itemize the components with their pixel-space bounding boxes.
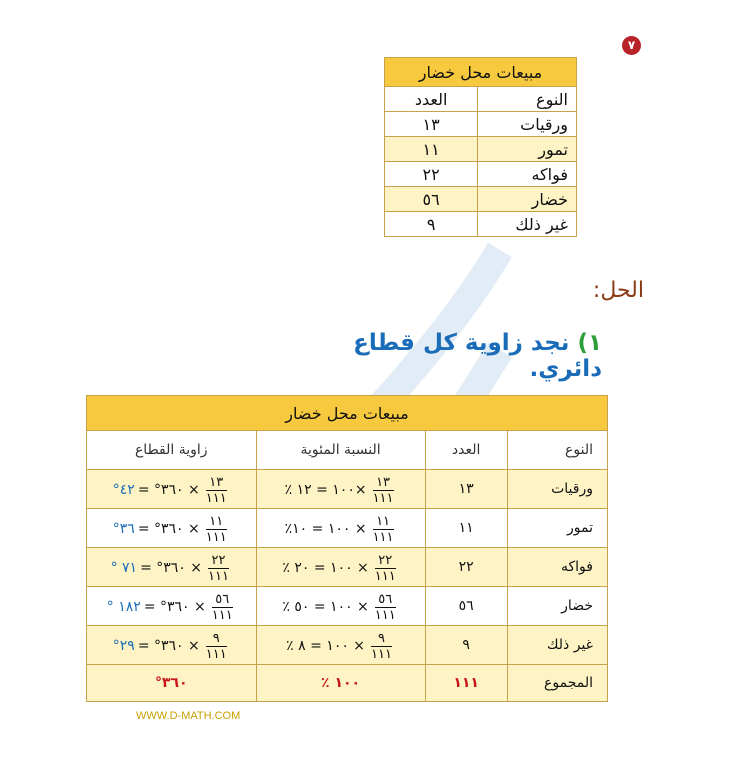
angle-operator: × ٣٦٠° =	[137, 482, 200, 498]
angle-result: ٧١ °	[110, 560, 138, 576]
fraction	[206, 476, 227, 505]
row-type: غير ذلك	[478, 212, 577, 237]
percent-expression	[256, 470, 425, 509]
row-type: فواكه	[478, 162, 577, 187]
denominator: ١١١	[205, 646, 227, 662]
angle-operator: × ٣٦٠° =	[143, 599, 206, 615]
total-label: المجموع	[507, 665, 607, 702]
angle-result: ٢٩°	[112, 638, 135, 654]
denominator: ١١١	[374, 568, 396, 584]
row-type: ورقيات	[478, 112, 577, 137]
step-text: نجد زاوية كل قطاع دائري.	[353, 330, 602, 382]
denominator: ١١١	[205, 529, 227, 545]
numerator: ٩	[371, 632, 392, 647]
row-type: ورقيات	[507, 470, 607, 509]
fraction	[206, 632, 227, 661]
angle-result: ٤٢°	[112, 482, 135, 498]
fraction	[371, 632, 392, 661]
row-count: ٩	[385, 212, 478, 237]
fraction	[373, 515, 394, 544]
numerator: ٢٢	[375, 554, 396, 569]
percent-expression	[256, 626, 425, 665]
small-header-count: العدد	[385, 87, 478, 112]
row-type: خضار	[478, 187, 577, 212]
angle-expression	[87, 509, 257, 548]
header-percent: النسبة المئوية	[256, 431, 425, 470]
denominator: ١١١	[205, 490, 227, 506]
row-count: ١٣	[425, 470, 507, 509]
percent-expression	[256, 587, 425, 626]
percent-result: × ١٠٠ = ٢٠ ٪	[282, 560, 369, 576]
row-type: خضار	[507, 587, 607, 626]
small-header-type: النوع	[478, 87, 577, 112]
header-angle: زاوية القطاع	[87, 431, 257, 470]
angle-expression	[87, 470, 257, 509]
numerator: ٩	[206, 632, 227, 647]
angle-result: ١٨٢ °	[106, 599, 141, 615]
numerator: ٥٦	[212, 593, 233, 608]
angle-operator: × ٣٦٠° =	[140, 560, 202, 576]
table-row	[87, 470, 608, 509]
denominator: ١١١	[371, 646, 392, 662]
denominator: ١١١	[372, 490, 394, 506]
table-row	[87, 548, 608, 587]
sales-table-small	[384, 57, 577, 237]
percent-result: ×١٠٠ = ١٢ ٪	[284, 482, 367, 498]
total-angle: ٣٦٠°	[87, 665, 257, 702]
fraction	[206, 515, 227, 544]
small-table-title: مبيعات محل خضار	[385, 58, 577, 87]
denominator: ١١١	[374, 607, 396, 623]
fraction	[212, 593, 233, 622]
footer-website: WWW.D-MATH.COM	[136, 710, 241, 722]
numerator: ١١	[206, 515, 227, 530]
row-count: ٩	[425, 626, 507, 665]
denominator: ١١١	[208, 568, 229, 584]
angle-result: ٣٦°	[112, 521, 135, 537]
total-row	[87, 665, 608, 702]
row-count: ١٣	[385, 112, 478, 137]
small-table-row	[385, 112, 577, 137]
percent-result: × ١٠٠ = ١٠٪	[284, 521, 367, 537]
step-number: ١)	[577, 330, 602, 356]
angle-expression	[87, 626, 257, 665]
table-row	[87, 509, 608, 548]
numerator: ١١	[373, 515, 394, 530]
question-number-badge: ٧	[622, 36, 641, 55]
percent-expression	[256, 509, 425, 548]
big-table-title: مبيعات محل خضار	[87, 396, 608, 431]
fraction	[375, 554, 396, 583]
solution-label: الحل:	[592, 278, 644, 303]
angle-expression	[87, 548, 257, 587]
percent-result: × ١٠٠ = ٨ ٪	[286, 638, 366, 654]
header-type: النوع	[507, 431, 607, 470]
row-count: ١١	[425, 509, 507, 548]
small-table-row	[385, 212, 577, 237]
row-count: ٥٦	[425, 587, 507, 626]
total-count: ١١١	[425, 665, 507, 702]
row-count: ٥٦	[385, 187, 478, 212]
fraction	[375, 593, 396, 622]
percent-expression	[256, 548, 425, 587]
row-count: ٢٢	[425, 548, 507, 587]
small-table-row	[385, 187, 577, 212]
numerator: ١٣	[206, 476, 227, 491]
denominator: ١١١	[372, 529, 394, 545]
row-type: فواكه	[507, 548, 607, 587]
header-count: العدد	[425, 431, 507, 470]
angle-operator: × ٣٦٠° =	[137, 638, 200, 654]
small-table-row	[385, 162, 577, 187]
percent-result: × ١٠٠ = ٥٠ ٪	[282, 599, 369, 615]
numerator: ٢٢	[208, 554, 229, 569]
fraction	[208, 554, 229, 583]
angle-expression	[87, 587, 257, 626]
row-count: ٢٢	[385, 162, 478, 187]
step-heading	[290, 330, 602, 382]
total-percent: ١٠٠ ٪	[256, 665, 425, 702]
numerator: ١٣	[373, 476, 394, 491]
row-type: تمور	[507, 509, 607, 548]
row-type: تمور	[478, 137, 577, 162]
row-type: غير ذلك	[507, 626, 607, 665]
fraction	[373, 476, 394, 505]
numerator: ٥٦	[375, 593, 396, 608]
denominator: ١١١	[211, 607, 233, 623]
row-count: ١١	[385, 137, 478, 162]
table-row	[87, 626, 608, 665]
small-table-row	[385, 137, 577, 162]
angle-operator: × ٣٦٠° =	[137, 521, 200, 537]
table-row	[87, 587, 608, 626]
sales-table-computed	[86, 395, 608, 702]
